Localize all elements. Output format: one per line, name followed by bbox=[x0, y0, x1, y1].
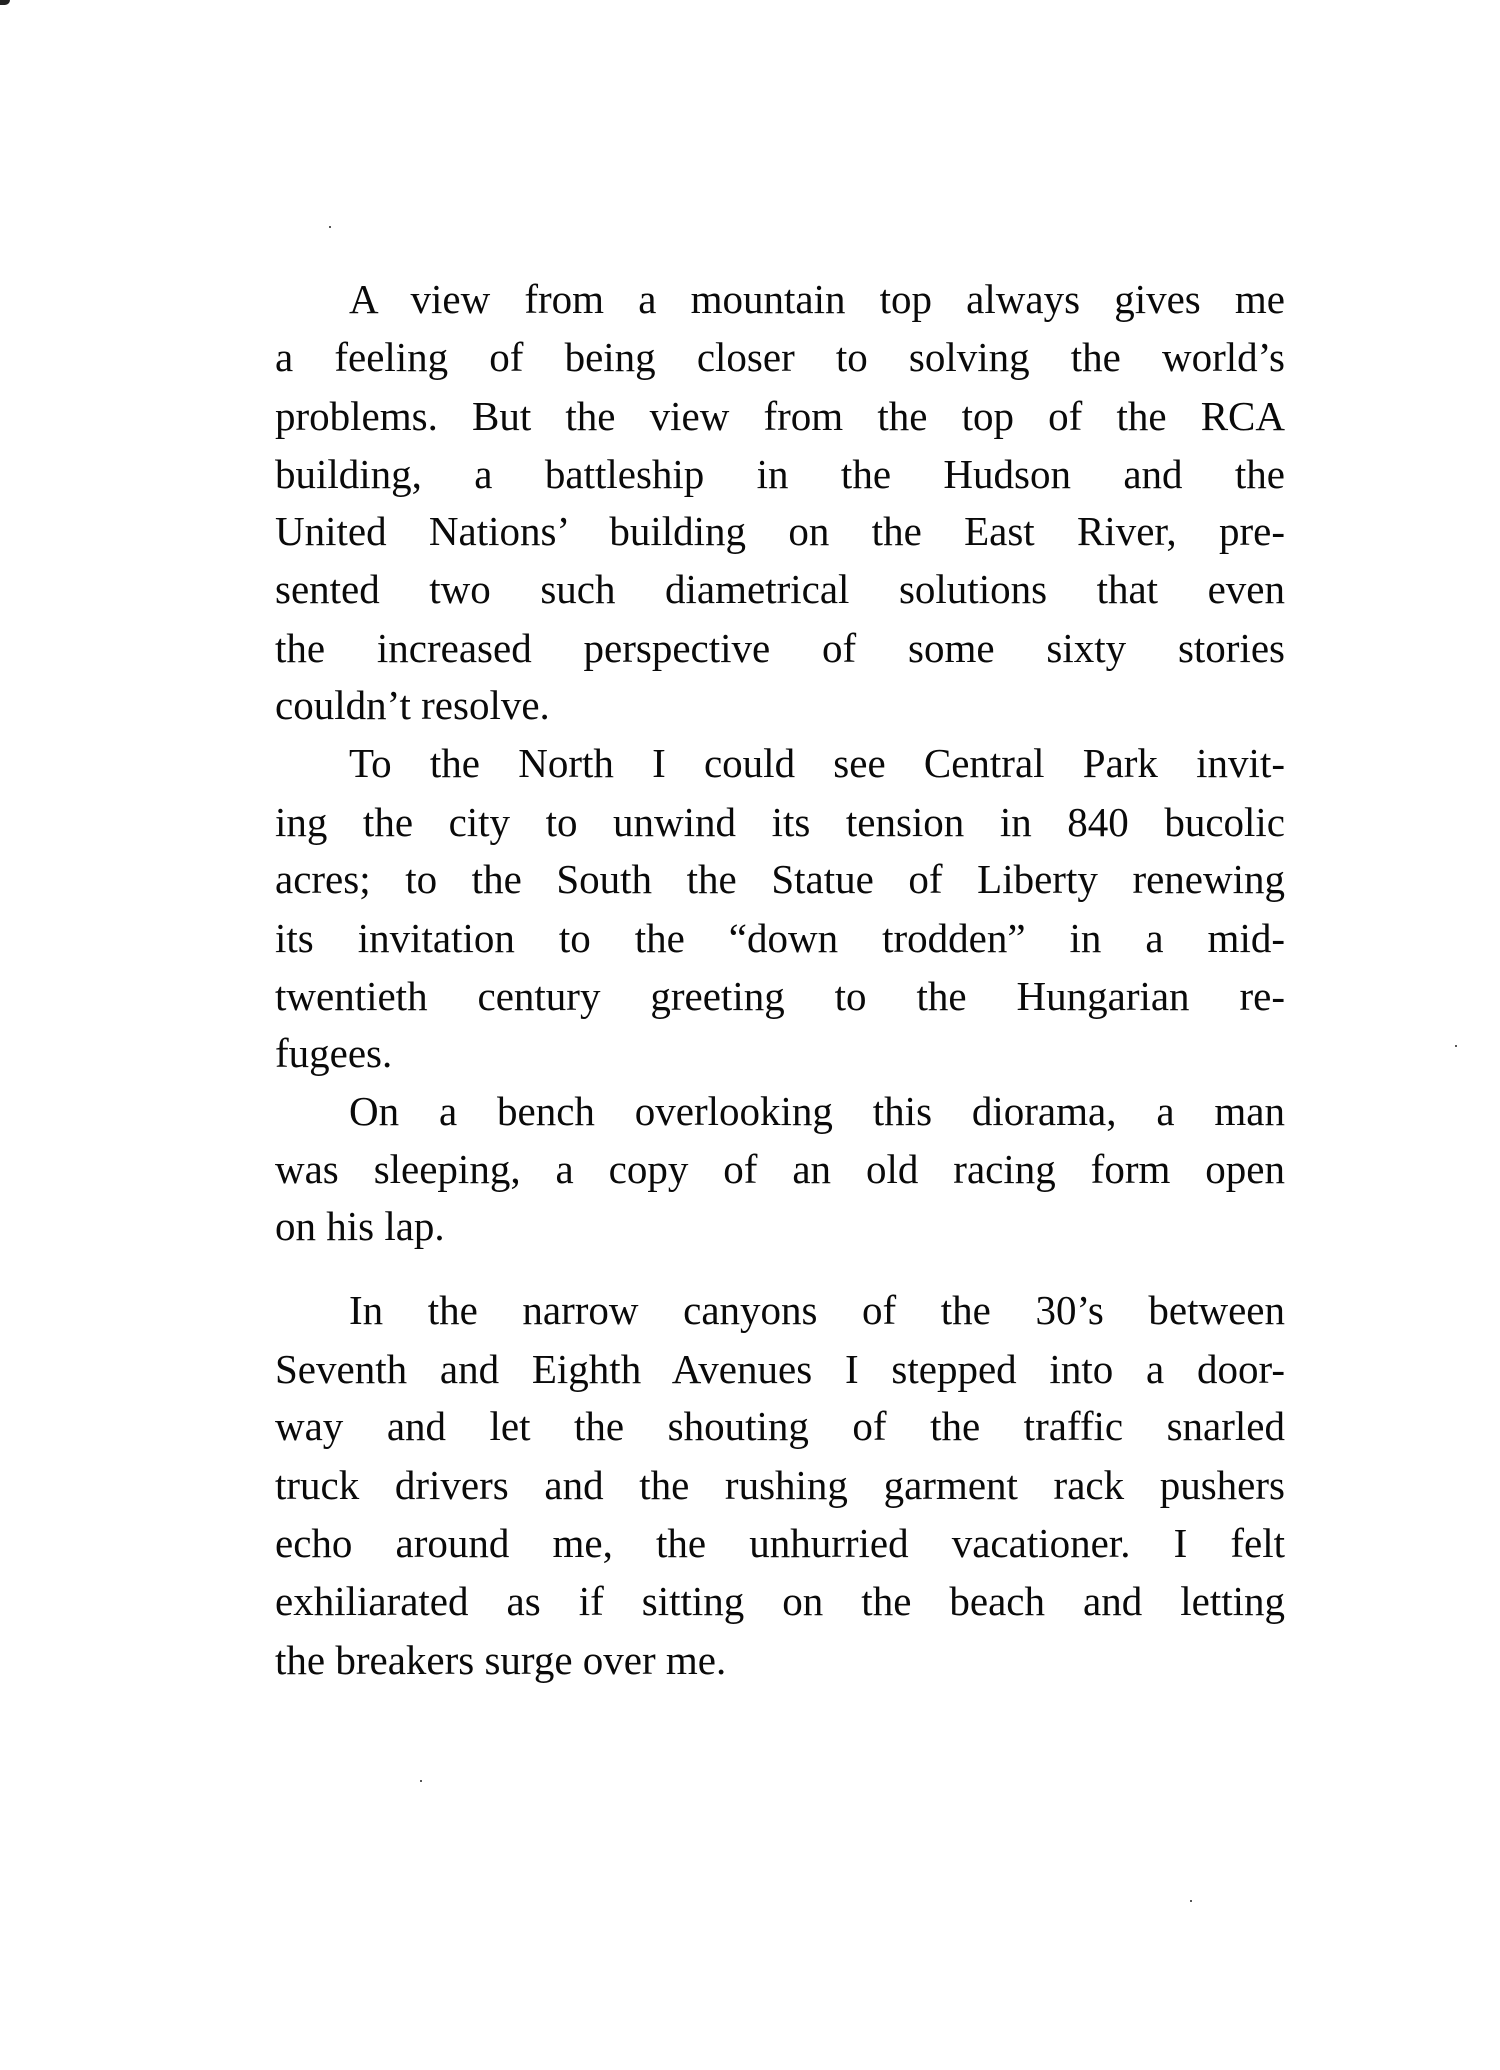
scan-speck bbox=[1190, 1900, 1192, 1902]
text-line: ing the city to unwind its tension in 840 bucolic bbox=[275, 799, 1285, 845]
text-line: A view from a mountain top always gives me bbox=[349, 276, 1285, 322]
text-line: On a bench overlooking this diorama, a man bbox=[349, 1088, 1285, 1134]
text-line: In the narrow canyons of the 30’s between bbox=[349, 1287, 1285, 1333]
scan-speck bbox=[420, 1780, 422, 1782]
text-line: building, a battleship in the Hudson and the bbox=[275, 451, 1285, 497]
scan-speck bbox=[329, 226, 331, 228]
text-line: on his lap. bbox=[275, 1203, 445, 1249]
text-line: twentieth century greeting to the Hungarian re- bbox=[275, 973, 1285, 1019]
text-line: acres; to the South the Statue of Liberty renewing bbox=[275, 856, 1285, 902]
text-line: the increased perspective of some sixty stories bbox=[275, 625, 1285, 671]
text-line: To the North I could see Central Park invit- bbox=[349, 740, 1285, 786]
text-line: couldn’t resolve. bbox=[275, 682, 550, 728]
text-line: problems. But the view from the top of the RCA bbox=[275, 393, 1285, 439]
text-line: sented two such diametrical solutions that even bbox=[275, 566, 1285, 612]
text-line: way and let the shouting of the traffic snarled bbox=[275, 1403, 1285, 1449]
text-line: its invitation to the “down trodden” in a mid- bbox=[275, 915, 1285, 961]
scan-mark bbox=[0, 0, 10, 5]
text-line: was sleeping, a copy of an old racing form open bbox=[275, 1146, 1285, 1192]
text-line: a feeling of being closer to solving the world’s bbox=[275, 334, 1285, 380]
scan-speck bbox=[1455, 1045, 1457, 1047]
text-line: Seventh and Eighth Avenues I stepped into a door- bbox=[275, 1346, 1285, 1392]
text-line: the breakers surge over me. bbox=[275, 1637, 727, 1683]
text-line: United Nations’ building on the East River, pre- bbox=[275, 508, 1285, 554]
text-line: echo around me, the unhurried vacationer. I felt bbox=[275, 1520, 1285, 1566]
text-line: exhiliarated as if sitting on the beach and letting bbox=[275, 1578, 1285, 1624]
text-line: fugees. bbox=[275, 1030, 393, 1076]
text-line: truck drivers and the rushing garment rack pushers bbox=[275, 1462, 1285, 1508]
